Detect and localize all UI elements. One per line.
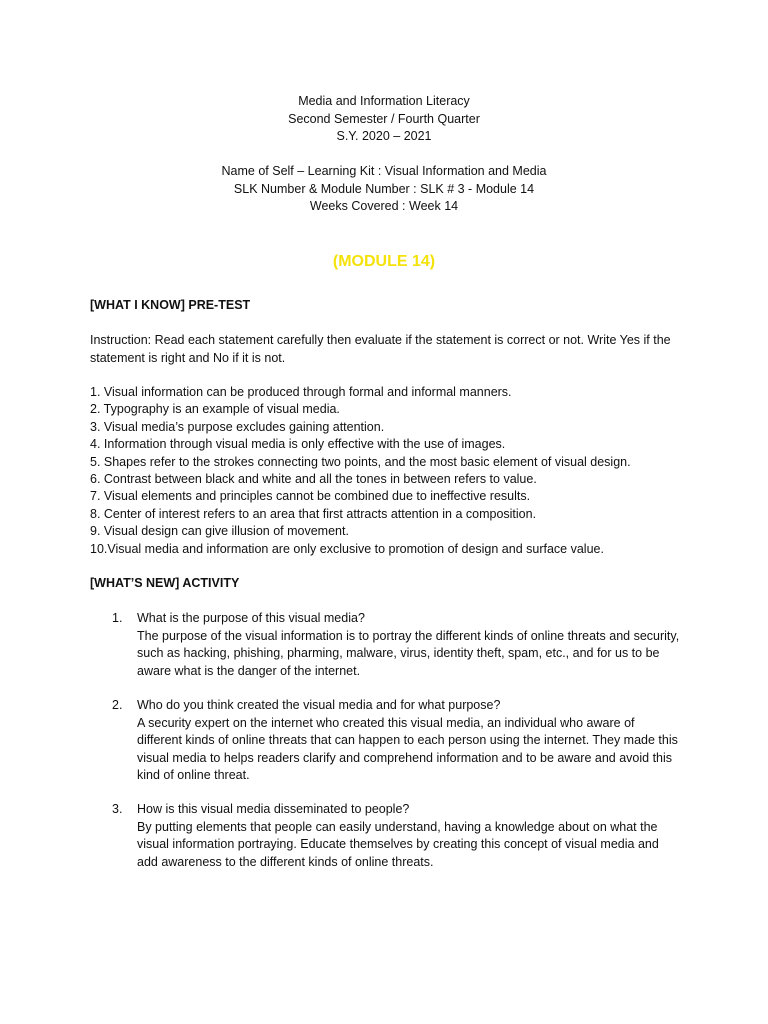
pretest-instruction: Instruction: Read each statement carefully then evaluate if the statement is correct or not. Write Yes if the statement is right and No if it is not. xyxy=(90,333,671,365)
pretest-item: 6. Contrast between black and white and all the tones in between refers to value. xyxy=(90,472,537,487)
activity-item xyxy=(112,610,682,680)
pretest-item: 5. Shapes refer to the strokes connecting two points, and the most basic element of visual design. xyxy=(90,454,631,469)
activity-item-number: 2. xyxy=(112,698,123,712)
pretest-heading: [WHAT I KNOW] PRE-TEST xyxy=(90,298,251,312)
activity-item-number: 3. xyxy=(112,802,123,816)
activity-question: What is the purpose of this visual media? xyxy=(137,611,365,625)
subject-line: Media and Information Literacy xyxy=(298,94,470,108)
pretest-item: 8. Center of interest refers to an area that first attracts attention in a composition. xyxy=(90,506,537,521)
pretest-item: 9. Visual design can give illusion of movement. xyxy=(90,524,349,539)
activity-answer: A security expert on the internet who created this visual media, an individual who aware of different kinds of online threats that can happen to each person using the internet. They made this visual media to helps readers clarify and comprehend information and to be aware and avoid this kind of online threat. xyxy=(137,715,678,782)
pretest-item: 10.Visual media and information are only exclusive to promotion of design and surface value. xyxy=(90,541,604,556)
activity-question: Who do you think created the visual media and for what purpose? xyxy=(137,698,501,712)
pretest-item: 1. Visual information can be produced through formal and informal manners. xyxy=(90,385,512,399)
activity-question: How is this visual media disseminated to people? xyxy=(137,802,410,816)
activity-item-number: 1. xyxy=(112,611,123,625)
weeks-covered-line: Weeks Covered : Week 14 xyxy=(309,199,459,213)
module-title: (MODULE 14) xyxy=(332,253,436,270)
pretest-item: 2. Typography is an example of visual media. xyxy=(90,402,340,417)
school-year-line: S.Y. 2020 – 2021 xyxy=(336,129,432,143)
document-header xyxy=(0,93,768,216)
activity-item xyxy=(112,697,682,785)
slk-number-line: SLK Number & Module Number : SLK # 3 - Module 14 xyxy=(233,181,535,196)
kit-name-line: Name of Self – Learning Kit : Visual Information and Media xyxy=(221,164,547,178)
pretest-item: 7. Visual elements and principles cannot be combined due to ineffective results. xyxy=(90,489,531,504)
pretest-item: 4. Information through visual media is only effective with the use of images. xyxy=(90,437,506,452)
semester-line: Second Semester / Fourth Quarter xyxy=(288,111,480,126)
activity-item xyxy=(112,801,682,871)
pretest-item: 3. Visual media’s purpose excludes gaining attention. xyxy=(90,419,385,434)
activity-answer: By putting elements that people can easily understand, having a knowledge about on what the visual information portraying. Educate themselves by creating this concept of visual media and add awareness to the different kinds of online threats. xyxy=(137,819,659,869)
pretest-list xyxy=(90,384,690,558)
activity-heading: [WHAT’S NEW] ACTIVITY xyxy=(90,576,240,590)
activity-answer: The purpose of the visual information is to portray the different kinds of online threats and security, such as hacking, phishing, pharming, malware, virus, identity theft, spam, etc., and for us to be aware what is the danger of the internet. xyxy=(137,628,680,678)
